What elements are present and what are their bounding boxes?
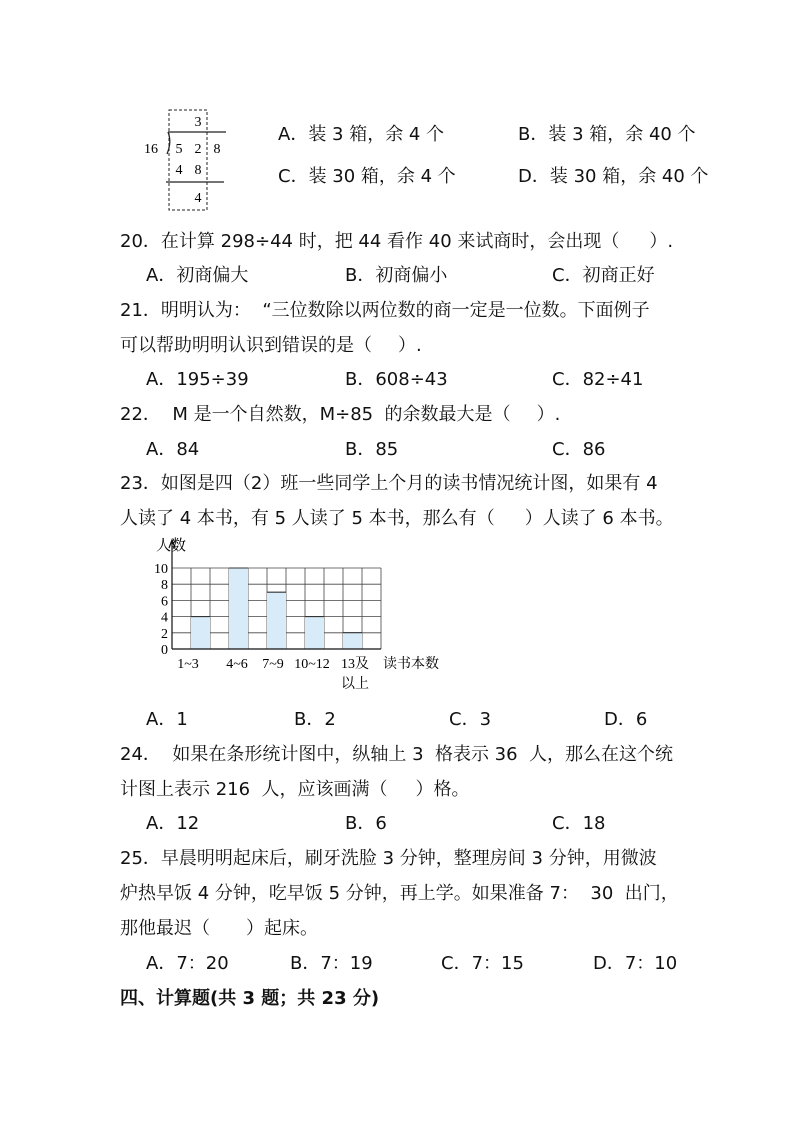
q24-stem: 计图上表示 216 人，应该画满	[120, 779, 370, 800]
q24-stem-end: 格。	[433, 779, 470, 800]
q24-option-a[interactable]: A．12	[146, 813, 200, 834]
q19-option-d[interactable]: D．装 30 箱，余 40 个	[518, 166, 709, 187]
x-tick-label: 1~3	[177, 657, 199, 672]
q20-text	[120, 230, 673, 254]
q19-option-c[interactable]: C．装 30 箱，余 4 个	[278, 166, 456, 187]
paren-close: ）	[415, 779, 434, 800]
x-tick-label: 4~6	[226, 657, 248, 672]
period: .	[554, 404, 561, 425]
q23-line2	[120, 507, 674, 531]
period: .	[667, 231, 674, 252]
y-tick-label: 8	[161, 578, 168, 594]
q24-option-c[interactable]: C．18	[552, 813, 606, 834]
y-tick-label: 0	[161, 643, 168, 658]
q21-stem: 可以帮助明明认识到错误的是	[120, 335, 354, 356]
q25-stem-end: 起床。	[264, 918, 318, 939]
q25-option-a[interactable]: A．7：20	[146, 953, 229, 974]
q24-line1: 24． 如果在条形统计图中，纵轴上 3 格表示 36 人，那么在这个统	[120, 744, 674, 765]
dividend-digit: 2	[194, 142, 202, 157]
q19-option-a[interactable]: A．装 3 箱，余 4 个	[278, 124, 445, 145]
x-tick-label: 7~9	[262, 657, 284, 672]
chart-bar	[305, 617, 324, 649]
chart-bar	[191, 617, 210, 649]
q23-stem-end: 人读了 6 本书。	[542, 508, 674, 529]
q21-line2	[120, 334, 422, 358]
q22-stem: 22． M 是一个自然数，M÷85 的余数最大是	[120, 404, 493, 425]
period: .	[416, 335, 422, 356]
q20-option-a[interactable]: A．初商偏大	[146, 265, 249, 286]
paren-open: （	[476, 508, 495, 529]
q20-option-b[interactable]: B．初商偏小	[345, 265, 448, 286]
q20-stem: 20．在计算 298÷44 时，把 44 看作 40 来试商时，会出现	[120, 231, 602, 252]
product-digit: 4	[175, 163, 183, 178]
q21-line1: 21．明明认为： “三位数除以两位数的商一定是一位数。下面例子	[120, 300, 650, 321]
q23-option-d[interactable]: D．6	[604, 709, 648, 730]
remainder-digit: 4	[194, 191, 202, 206]
dividend-digit: 5	[175, 142, 183, 157]
q21-option-b[interactable]: B．608÷43	[345, 369, 448, 390]
q22-option-a[interactable]: A．84	[146, 439, 200, 460]
divisor: 16	[144, 142, 158, 157]
y-tick-label: 10	[154, 562, 168, 577]
q21-option-c[interactable]: C．82÷41	[552, 369, 644, 390]
q22-text	[120, 403, 560, 427]
q25-option-c[interactable]: C．7：15	[441, 953, 524, 974]
reading-bar-chart	[140, 532, 460, 702]
q23-option-c[interactable]: C．3	[449, 709, 492, 730]
q23-stem: 人读了 4 本书，有 5 人读了 5 本书，那么有	[120, 508, 477, 529]
x-axis-label: 读书本数	[383, 656, 439, 672]
chart-bar	[267, 592, 286, 649]
paren-close: ）	[524, 508, 543, 529]
y-axis-label: 人数	[156, 536, 187, 554]
q23-option-b[interactable]: B．2	[294, 709, 336, 730]
paren-close: ）	[649, 231, 668, 252]
q24-option-b[interactable]: B．6	[345, 813, 387, 834]
paren-open: （	[369, 779, 388, 800]
y-tick-label: 6	[161, 594, 168, 610]
q25-option-b[interactable]: B．7：19	[290, 953, 373, 974]
paren-close: ）	[398, 335, 416, 356]
q25-stem: 那他最迟	[120, 918, 192, 939]
x-tick-label: 10~12	[294, 657, 330, 672]
q21-option-a[interactable]: A．195÷39	[146, 369, 249, 390]
q23-option-a[interactable]: A．1	[146, 709, 188, 730]
q22-option-c[interactable]: C．86	[552, 439, 606, 460]
x-tick-label: 以上	[341, 677, 369, 692]
q25-line3	[120, 917, 318, 941]
dividend-digit: 8	[213, 142, 221, 157]
chart-bar	[343, 633, 362, 649]
y-tick-label: 4	[161, 610, 168, 626]
x-tick-label: 13及	[341, 657, 369, 672]
q22-option-b[interactable]: B．85	[345, 439, 399, 460]
paren-open: （	[354, 335, 372, 356]
product-digit: 8	[194, 163, 202, 178]
paren-open: （	[601, 231, 620, 252]
quotient-digit: 3	[194, 115, 202, 130]
q24-line2	[120, 778, 470, 802]
q20-option-c[interactable]: C．初商正好	[552, 265, 655, 286]
chart-bar	[229, 568, 248, 649]
q25-line2: 炉热早饭 4 分钟，吃早饭 5 分钟，再上学。如果准备 7： 30 出门，	[120, 883, 679, 904]
q25-option-d[interactable]: D．7：10	[593, 953, 678, 974]
q23-line1: 23．如图是四（2）班一些同学上个月的读书情况统计图，如果有 4	[120, 473, 658, 494]
paren-open: （	[192, 918, 210, 939]
paren-close: ）	[246, 918, 264, 939]
paren-open: （	[492, 404, 511, 425]
long-division-figure	[140, 106, 240, 214]
q19-option-b[interactable]: B．装 3 箱，余 40 个	[518, 124, 696, 145]
paren-close: ）	[536, 404, 555, 425]
section-heading: 四、计算题(共 3 题；共 23 分)	[120, 988, 380, 1009]
y-tick-label: 2	[161, 626, 168, 642]
q25-line1: 25．早晨明明起床后，刷牙洗脸 3 分钟，整理房间 3 分钟，用微波	[120, 848, 657, 869]
